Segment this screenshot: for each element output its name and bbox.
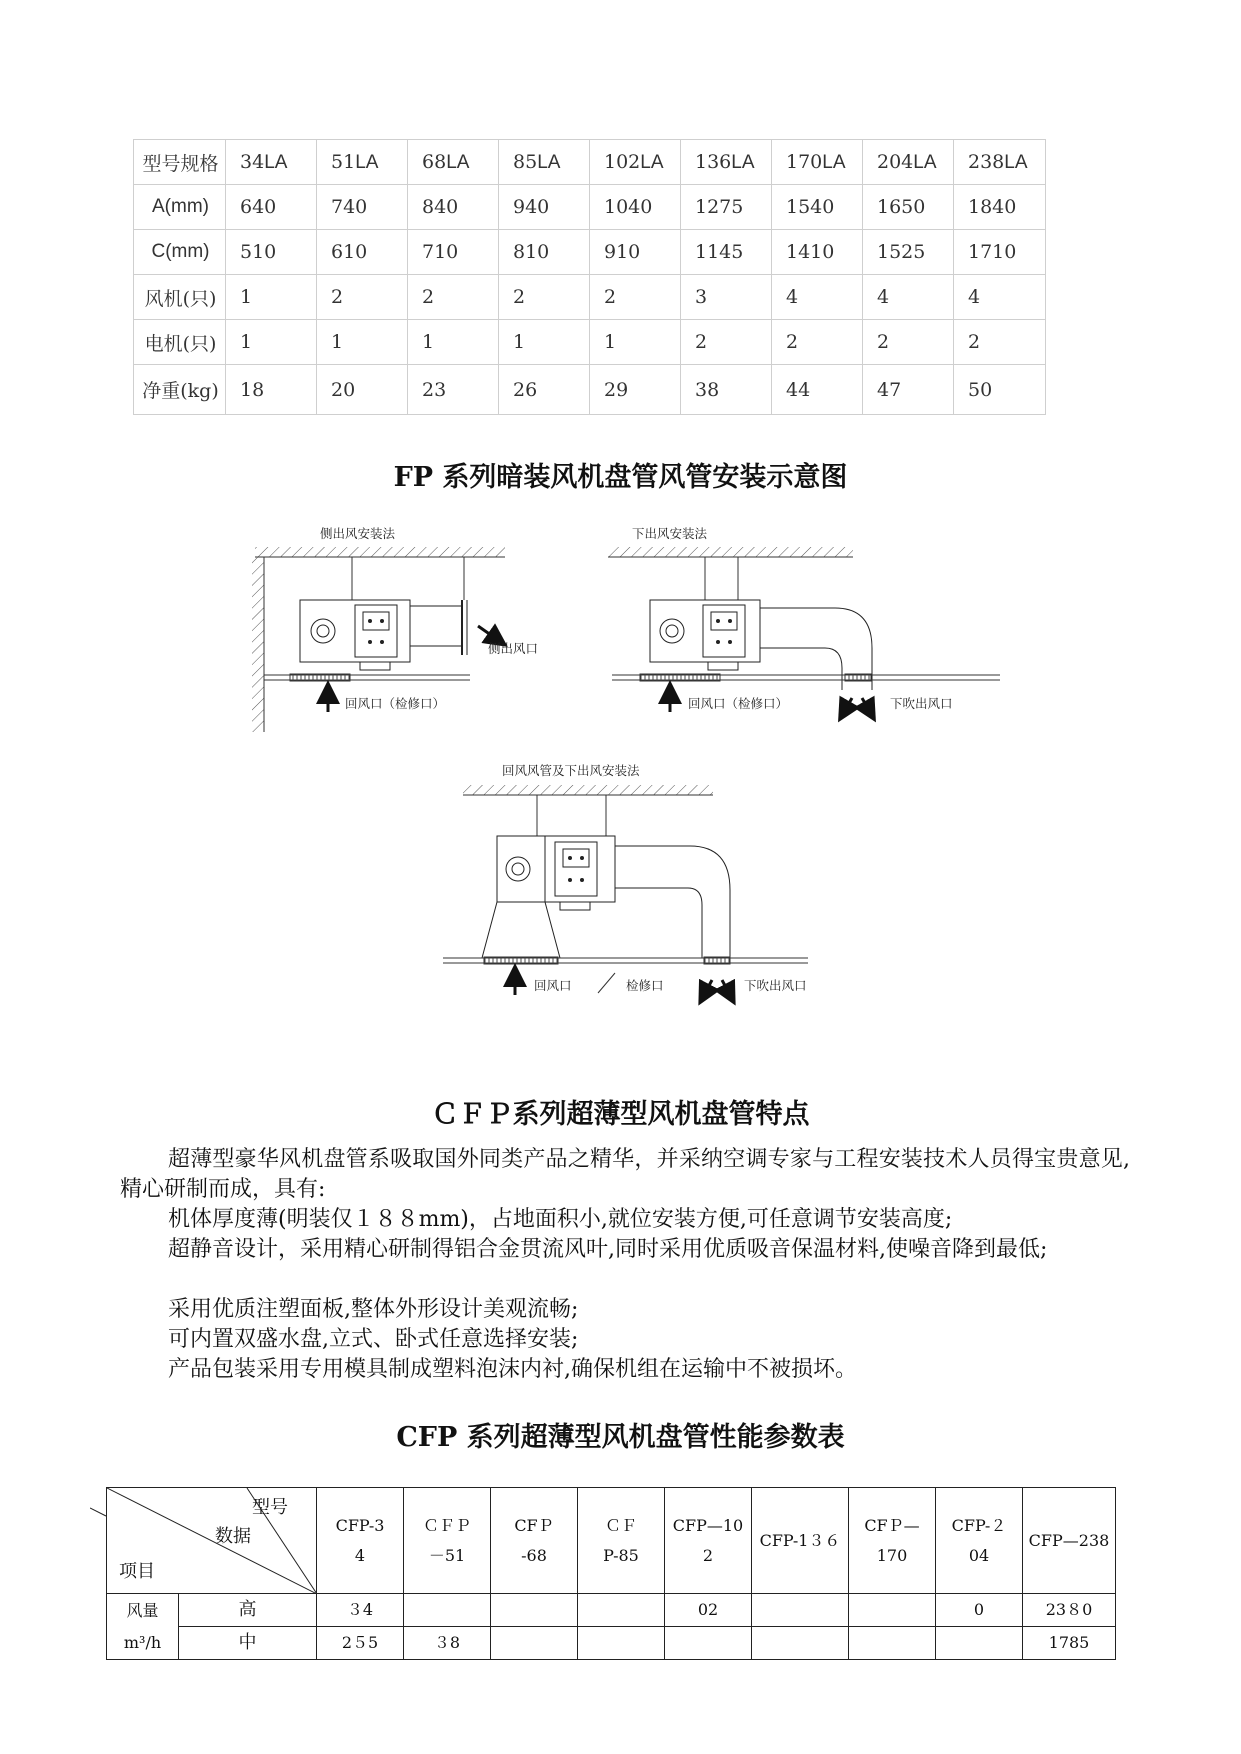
spec-value-cell: 1: [408, 320, 499, 365]
perf-value-cell: [578, 1627, 665, 1660]
perf-model-line-1: ＣＦ: [604, 1515, 637, 1535]
cfp-features-title: ＣＦＰ系列超薄型风机盘管特点: [431, 1099, 810, 1130]
feature-paragraph-silent: 超静音设计，采用精心研制得铝合金贯流风叶,同时采用优质吸音保温材料,使噪音降到最低;: [168, 1237, 1048, 1262]
spec-value-cell: 1275: [681, 185, 772, 230]
spec-value-cell: 1: [226, 320, 317, 365]
spec-value-cell: 640: [226, 185, 317, 230]
perf-model-line-2: -68: [521, 1545, 547, 1565]
return-duct-diagram: [443, 763, 808, 995]
spec-value-cell: 2: [954, 320, 1046, 365]
perf-model-line-2: P-85: [603, 1545, 639, 1565]
perf-value-cell: 02: [665, 1594, 752, 1627]
perf-model-header: [578, 1488, 665, 1594]
perf-model-header: [317, 1488, 404, 1594]
perf-model-line-2: 4: [354, 1545, 366, 1565]
airflow-label: 风量: [126, 1600, 159, 1620]
perf-model-header: [752, 1488, 849, 1594]
spec-model-cell: 170LA: [772, 140, 863, 185]
spec-value-cell: 20: [317, 365, 408, 415]
spec-row-label: 净重(kg): [134, 365, 226, 415]
airflow-group-label: [107, 1594, 179, 1660]
spec-model-cell: 51LA: [317, 140, 408, 185]
perf-model-header: [665, 1488, 752, 1594]
perf-model-line-1: CFP-２: [951, 1515, 1007, 1535]
perf-model-line-1: CFP—10: [672, 1515, 744, 1535]
spec-value-cell: 2: [408, 275, 499, 320]
spec-value-cell: 2: [590, 275, 681, 320]
spec-row-label: C(mm): [134, 230, 226, 275]
spec-value-cell: 1145: [681, 230, 772, 275]
spec-value-cell: 1: [317, 320, 408, 365]
perf-speed-label: 中: [179, 1627, 317, 1660]
spec-value-cell: 1040: [590, 185, 681, 230]
feature-paragraph-panel: 采用优质注塑面板,整体外形设计美观流畅;: [168, 1297, 579, 1322]
feature-paragraph-thin: 机体厚度薄(明装仅１８８mm)，占地面积小,就位安装方便,可任意调节安装高度;: [168, 1207, 953, 1232]
spec-value-cell: 740: [317, 185, 408, 230]
spec-value-cell: 940: [499, 185, 590, 230]
perf-value-cell: [849, 1627, 936, 1660]
fp-diagram-title: FP 系列暗装风机盘管风管安装示意图: [393, 462, 848, 493]
side-diagram-title: 侧出风安装法: [320, 526, 396, 541]
perf-model-line-2: 04: [968, 1545, 990, 1565]
perf-value-cell: [578, 1594, 665, 1627]
perf-model-line-1: CFＰ—: [864, 1515, 920, 1535]
spec-value-cell: 38: [681, 365, 772, 415]
corner-model-label: 型号: [252, 1497, 288, 1518]
perf-model-line-2: 170: [876, 1545, 908, 1565]
spec-value-cell: 1410: [772, 230, 863, 275]
perf-corner-cell: [107, 1488, 317, 1594]
spec-row-label: 型号规格: [134, 140, 226, 185]
perf-value-cell: [404, 1594, 491, 1627]
down-outlet-label: 下吹出风口: [890, 696, 953, 711]
spec-value-cell: 1710: [954, 230, 1046, 275]
spec-model-cell: 204LA: [863, 140, 954, 185]
corner-diagonal-extension: [90, 1487, 130, 1547]
spec-value-cell: 710: [408, 230, 499, 275]
spec-value-cell: 810: [499, 230, 590, 275]
spec-value-cell: 4: [863, 275, 954, 320]
feature-paragraph-drain: 可内置双盛水盘,立式、卧式任意选择安装;: [168, 1327, 579, 1352]
spec-value-cell: 29: [590, 365, 681, 415]
spec-value-cell: 1525: [863, 230, 954, 275]
spec-value-cell: 910: [590, 230, 681, 275]
corner-item-label: 项目: [119, 1561, 155, 1582]
duct-return-label: 回风口: [534, 978, 572, 993]
spec-row-label: A(mm): [134, 185, 226, 230]
spec-value-cell: 2: [863, 320, 954, 365]
spec-value-cell: 1: [226, 275, 317, 320]
spec-value-cell: 47: [863, 365, 954, 415]
spec-value-cell: 1840: [954, 185, 1046, 230]
perf-model-header: [404, 1488, 491, 1594]
perf-model-line-1: CFP—238: [1028, 1530, 1110, 1550]
perf-model-header: [936, 1488, 1023, 1594]
spec-model-cell: 136LA: [681, 140, 772, 185]
perf-model-header: [849, 1488, 936, 1594]
spec-value-cell: 610: [317, 230, 408, 275]
airflow-unit: m³/h: [123, 1632, 162, 1652]
spec-value-cell: 3: [681, 275, 772, 320]
spec-value-cell: 50: [954, 365, 1046, 415]
spec-value-cell: 26: [499, 365, 590, 415]
side-outlet-label: 侧出风口: [488, 641, 539, 656]
spec-value-cell: 2: [681, 320, 772, 365]
spec-value-cell: 1: [590, 320, 681, 365]
perf-value-cell: [491, 1594, 578, 1627]
perf-value-cell: 23８0: [1023, 1594, 1116, 1627]
perf-value-cell: [936, 1627, 1023, 1660]
spec-value-cell: 4: [772, 275, 863, 320]
performance-table: [106, 1487, 1116, 1660]
feature-paragraph-packaging: 产品包装采用专用模具制成塑料泡沫内衬,确保机组在运输中不被损坏。: [168, 1357, 857, 1382]
perf-model-line-1: ＣＦＰ: [422, 1515, 471, 1535]
spec-model-cell: 68LA: [408, 140, 499, 185]
spec-value-cell: 1: [499, 320, 590, 365]
perf-model-line-1: CFP-1３６: [759, 1530, 841, 1550]
spec-value-cell: 18: [226, 365, 317, 415]
spec-value-cell: 23: [408, 365, 499, 415]
duct-access-label: 检修口: [626, 978, 664, 993]
spec-value-cell: 2: [317, 275, 408, 320]
perf-speed-label: 高: [179, 1594, 317, 1627]
spec-value-cell: 2: [772, 320, 863, 365]
corner-data-label: 数据: [215, 1526, 251, 1547]
spec-model-cell: 85LA: [499, 140, 590, 185]
duct-diagram-title: 回风风管及下出风安装法: [502, 763, 640, 778]
spec-model-cell: 238LA: [954, 140, 1046, 185]
perf-model-header: [491, 1488, 578, 1594]
feature-paragraph-intro: 超薄型豪华风机盘管系吸取国外同类产品之精华，并采纳空调专家与工程安装技术人员得宝贵意见,精心研制而成，具有:: [120, 1147, 1130, 1202]
perf-model-line-1: CFP-3: [335, 1515, 385, 1535]
spec-value-cell: 44: [772, 365, 863, 415]
perf-value-cell: 1785: [1023, 1627, 1116, 1660]
side-return-label: 回风口（检修口）: [345, 696, 446, 711]
perf-model-header: [1023, 1488, 1116, 1594]
spec-model-cell: 102LA: [590, 140, 681, 185]
spec-row-label: 电机(只): [134, 320, 226, 365]
spec-value-cell: 1540: [772, 185, 863, 230]
perf-value-cell: ３4: [317, 1594, 404, 1627]
perf-model-line-2: 2: [702, 1545, 714, 1565]
spec-model-cell: 34LA: [226, 140, 317, 185]
perf-value-cell: ３8: [404, 1627, 491, 1660]
perf-value-cell: [665, 1627, 752, 1660]
down-outlet-diagram: [608, 526, 1000, 712]
perf-model-line-1: CFＰ: [514, 1515, 554, 1535]
perf-value-cell: 2５5: [317, 1627, 404, 1660]
perf-value-cell: [752, 1594, 849, 1627]
side-outlet-diagram: [252, 526, 538, 732]
perf-model-line-2: －51: [428, 1545, 466, 1565]
perf-value-cell: 0: [936, 1594, 1023, 1627]
perf-value-cell: [752, 1627, 849, 1660]
duct-outlet-label: 下吹出风口: [744, 978, 807, 993]
perf-table-title: CFP 系列超薄型风机盘管性能参数表: [396, 1422, 845, 1453]
spec-value-cell: 4: [954, 275, 1046, 320]
perf-value-cell: [849, 1594, 936, 1627]
perf-value-cell: [491, 1627, 578, 1660]
spec-value-cell: 510: [226, 230, 317, 275]
spec-row-label: 风机(只): [134, 275, 226, 320]
down-diagram-title: 下出风安装法: [632, 526, 708, 541]
spec-value-cell: 2: [499, 275, 590, 320]
spec-value-cell: 1650: [863, 185, 954, 230]
spec-value-cell: 840: [408, 185, 499, 230]
down-return-label: 回风口（检修口）: [688, 696, 789, 711]
